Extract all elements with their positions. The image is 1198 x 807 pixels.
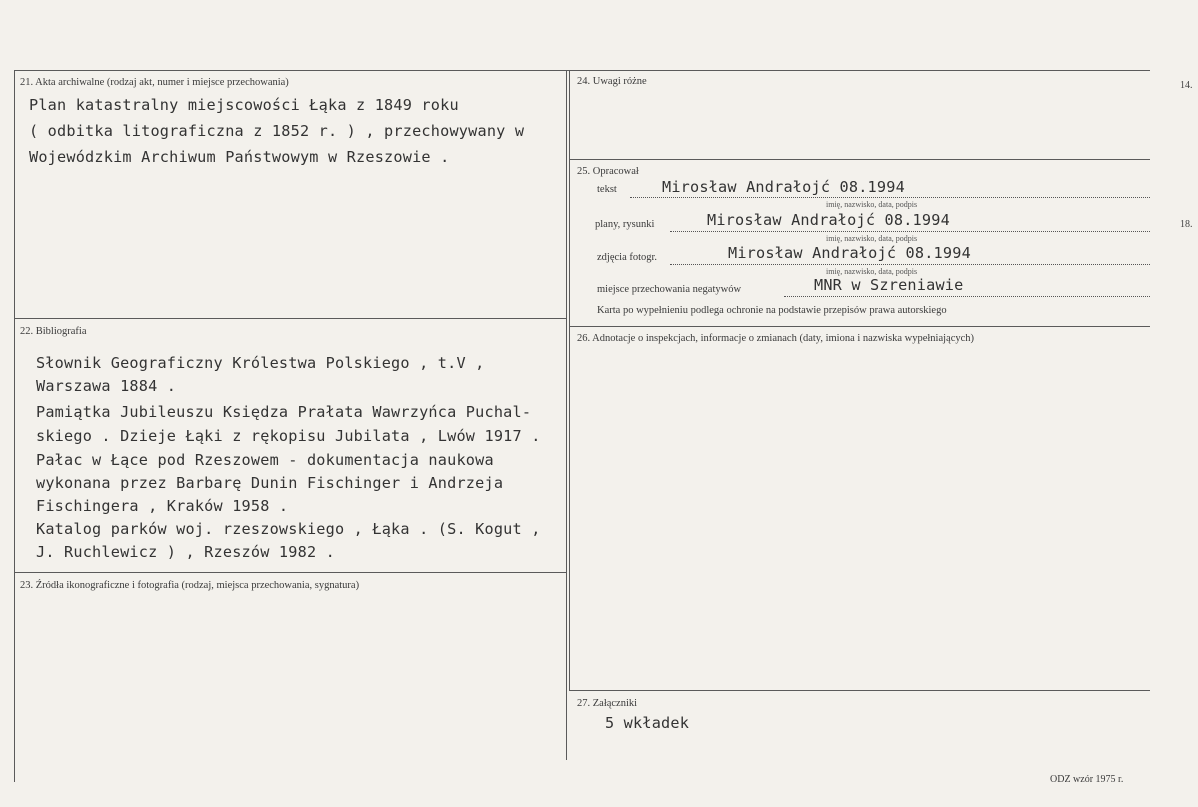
s25-label: 25. Opracował [577, 166, 639, 177]
s22-line-1: Słownik Geograficzny Królestwa Polskiego , t.V , [36, 354, 485, 372]
s22-line-2: Warszawa 1884 . [36, 377, 177, 395]
negatywy-dotted-line [784, 296, 1150, 297]
zdjecia-dotted-line [670, 264, 1150, 265]
form-code: ODZ wzór 1975 r. [1050, 774, 1124, 785]
negatywy-value: MNR w Szreniawie [814, 276, 964, 294]
s27-rule [569, 690, 1150, 691]
s26-label: 26. Adnotacje o inspekcjach, informacje o zmianach (daty, imiona i nazwiska wypełniających) [577, 333, 975, 344]
zdjecia-label: zdjęcia fotogr. [597, 252, 658, 263]
plany-label: plany, rysunki [595, 219, 655, 230]
plany-dotted-line [670, 231, 1150, 232]
s26-rule [569, 326, 1150, 327]
edge-number-mid: 18. [1180, 219, 1193, 230]
plany-value: Mirosław Andrałojć 08.1994 [707, 211, 950, 229]
s22-label: 22. Bibliografia [20, 326, 87, 337]
s22-line-7: Fischingera , Kraków 1958 . [36, 497, 289, 515]
s22-line-5: Pałac w Łące pod Rzeszowem - dokumentacja naukowa [36, 451, 494, 469]
copyright-note: Karta po wypełnieniu podlega ochronie na podstawie przepisów prawa autorskiego [597, 305, 947, 316]
negatywy-label: miejsce przechowania negatywów [597, 284, 742, 295]
s21-line-2: ( odbitka litograficzna z 1852 r. ) , przechowywany w [29, 122, 525, 140]
right-column-divider [569, 70, 570, 690]
zdjecia-caption: imię, nazwisko, data, podpis [826, 267, 918, 276]
left-border [14, 70, 15, 782]
s22-line-9: J. Ruchlewicz ) , Rzeszów 1982 . [36, 543, 335, 561]
tekst-label: tekst [597, 184, 617, 195]
center-divider [566, 70, 567, 760]
s21-line-1: Plan katastralny miejscowości Łąka z 1849 roku [29, 96, 459, 114]
edge-number-top: 14. [1180, 80, 1193, 91]
s27-value: 5 wkładek [605, 714, 690, 732]
s22-rule [14, 318, 567, 319]
s25-rule [569, 159, 1150, 160]
top-rule [14, 70, 1150, 71]
s23-rule [14, 572, 567, 573]
s21-line-3: Wojewódzkim Archiwum Państwowym w Rzeszowie . [29, 148, 450, 166]
s24-label: 24. Uwagi różne [577, 76, 647, 87]
s22-line-3: Pamiątka Jubileuszu Księdza Prałata Wawrzyńca Puchal- [36, 403, 532, 421]
s22-line-8: Katalog parków woj. rzeszowskiego , Łąka . (S. Kogut , [36, 520, 541, 538]
tekst-value: Mirosław Andrałojć 08.1994 [662, 178, 905, 196]
s27-label: 27. Załączniki [577, 698, 638, 709]
s23-label: 23. Źródła ikonograficzne i fotografia (rodzaj, miejsca przechowania, sygnatura) [20, 580, 360, 591]
s22-line-4: skiego . Dzieje Łąki z rękopisu Jubilata , Lwów 1917 . [36, 427, 541, 445]
zdjecia-value: Mirosław Andrałojć 08.1994 [728, 244, 971, 262]
tekst-dotted-line [630, 197, 1150, 198]
tekst-caption: imię, nazwisko, data, podpis [826, 200, 918, 209]
s22-line-6: wykonana przez Barbarę Dunin Fischinger i Andrzeja [36, 474, 504, 492]
plany-caption: imię, nazwisko, data, podpis [826, 234, 918, 243]
s21-label: 21. Akta archiwalne (rodzaj akt, numer i miejsce przechowania) [20, 77, 289, 88]
